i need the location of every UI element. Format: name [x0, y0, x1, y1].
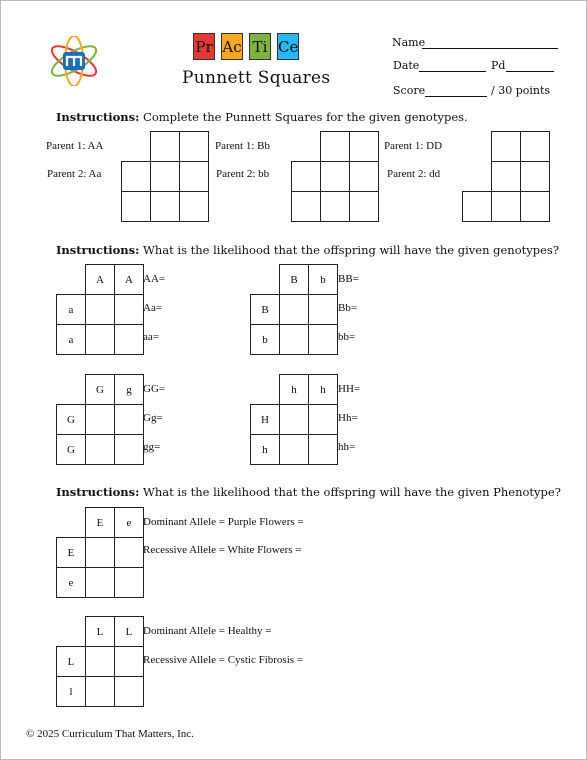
score-label: Score — [393, 84, 426, 97]
punnett-grid-3[interactable] — [462, 131, 550, 222]
problem2-parent2: Parent 2: bb — [216, 168, 270, 180]
genotype-label-Hh: Hh= — [338, 412, 358, 424]
genotype-square-3[interactable]: G g G G — [56, 374, 144, 465]
genotype-label-BB: BB= — [338, 273, 359, 285]
genotype-label-Gg: Gg= — [143, 412, 163, 424]
name-label: Name — [392, 36, 426, 49]
date-field[interactable] — [419, 71, 486, 72]
genotype-label-aa: aa= — [143, 331, 159, 343]
pd-field[interactable] — [506, 71, 554, 72]
genotype-label-AA: AA= — [143, 273, 166, 285]
genotype-label-hh: hh= — [338, 441, 356, 453]
section3-instructions: Instructions: What is the likelihood that the offspring will have the given Phenotype? — [56, 485, 561, 499]
tile-pr: Pr — [193, 33, 215, 60]
dominant-allele-label-1: Dominant Allele = Purple Flowers = — [143, 516, 304, 528]
recessive-allele-label-1: Recessive Allele = White Flowers = — [143, 544, 302, 556]
tile-ce: Ce — [277, 33, 299, 60]
problem3-parent2: Parent 2: dd — [387, 168, 441, 180]
phenotype-square-1[interactable]: E e E e — [56, 507, 144, 598]
section2-instructions: Instructions: What is the likelihood that the offspring will have the given genotypes? — [56, 243, 559, 257]
section1-instructions: Instructions: Complete the Punnett Squares for the given genotypes. — [56, 110, 468, 124]
genotype-label-gg: gg= — [143, 441, 161, 453]
recessive-allele-label-2: Recessive Allele = Cystic Fibrosis = — [143, 654, 303, 666]
genotype-square-1[interactable]: A A a a — [56, 264, 144, 355]
genotype-label-bb: bb= — [338, 331, 356, 343]
genotype-label-Aa: Aa= — [143, 302, 163, 314]
tile-ac: Ac — [221, 33, 243, 60]
problem1-parent1: Parent 1: AA — [46, 140, 104, 152]
score-total: / 30 points — [491, 84, 551, 97]
score-field[interactable] — [425, 96, 487, 97]
genotype-label-GG: GG= — [143, 383, 166, 395]
genotype-label-HH: HH= — [338, 383, 361, 395]
punnett-grid-2[interactable] — [291, 131, 379, 222]
problem1-parent2: Parent 2: Aa — [47, 168, 102, 180]
pd-label: Pd — [491, 59, 506, 72]
punnett-grid-1[interactable] — [121, 131, 209, 222]
date-label: Date — [393, 59, 420, 72]
name-field[interactable] — [422, 48, 558, 49]
genotype-label-Bb: Bb= — [338, 302, 358, 314]
dominant-allele-label-2: Dominant Allele = Healthy = — [143, 625, 272, 637]
problem2-parent1: Parent 1: Bb — [215, 140, 270, 152]
copyright: © 2025 Curriculum That Matters, Inc. — [26, 728, 194, 740]
phenotype-square-2[interactable]: L L L l — [56, 616, 144, 707]
atom-logo-icon — [46, 36, 102, 86]
tile-ti: Ti — [249, 33, 271, 60]
genotype-square-4[interactable]: h h H h — [250, 374, 338, 465]
genotype-square-2[interactable]: B b B b — [250, 264, 338, 355]
problem3-parent1: Parent 1: DD — [384, 140, 443, 152]
page-title: Punnett Squares — [182, 68, 331, 88]
